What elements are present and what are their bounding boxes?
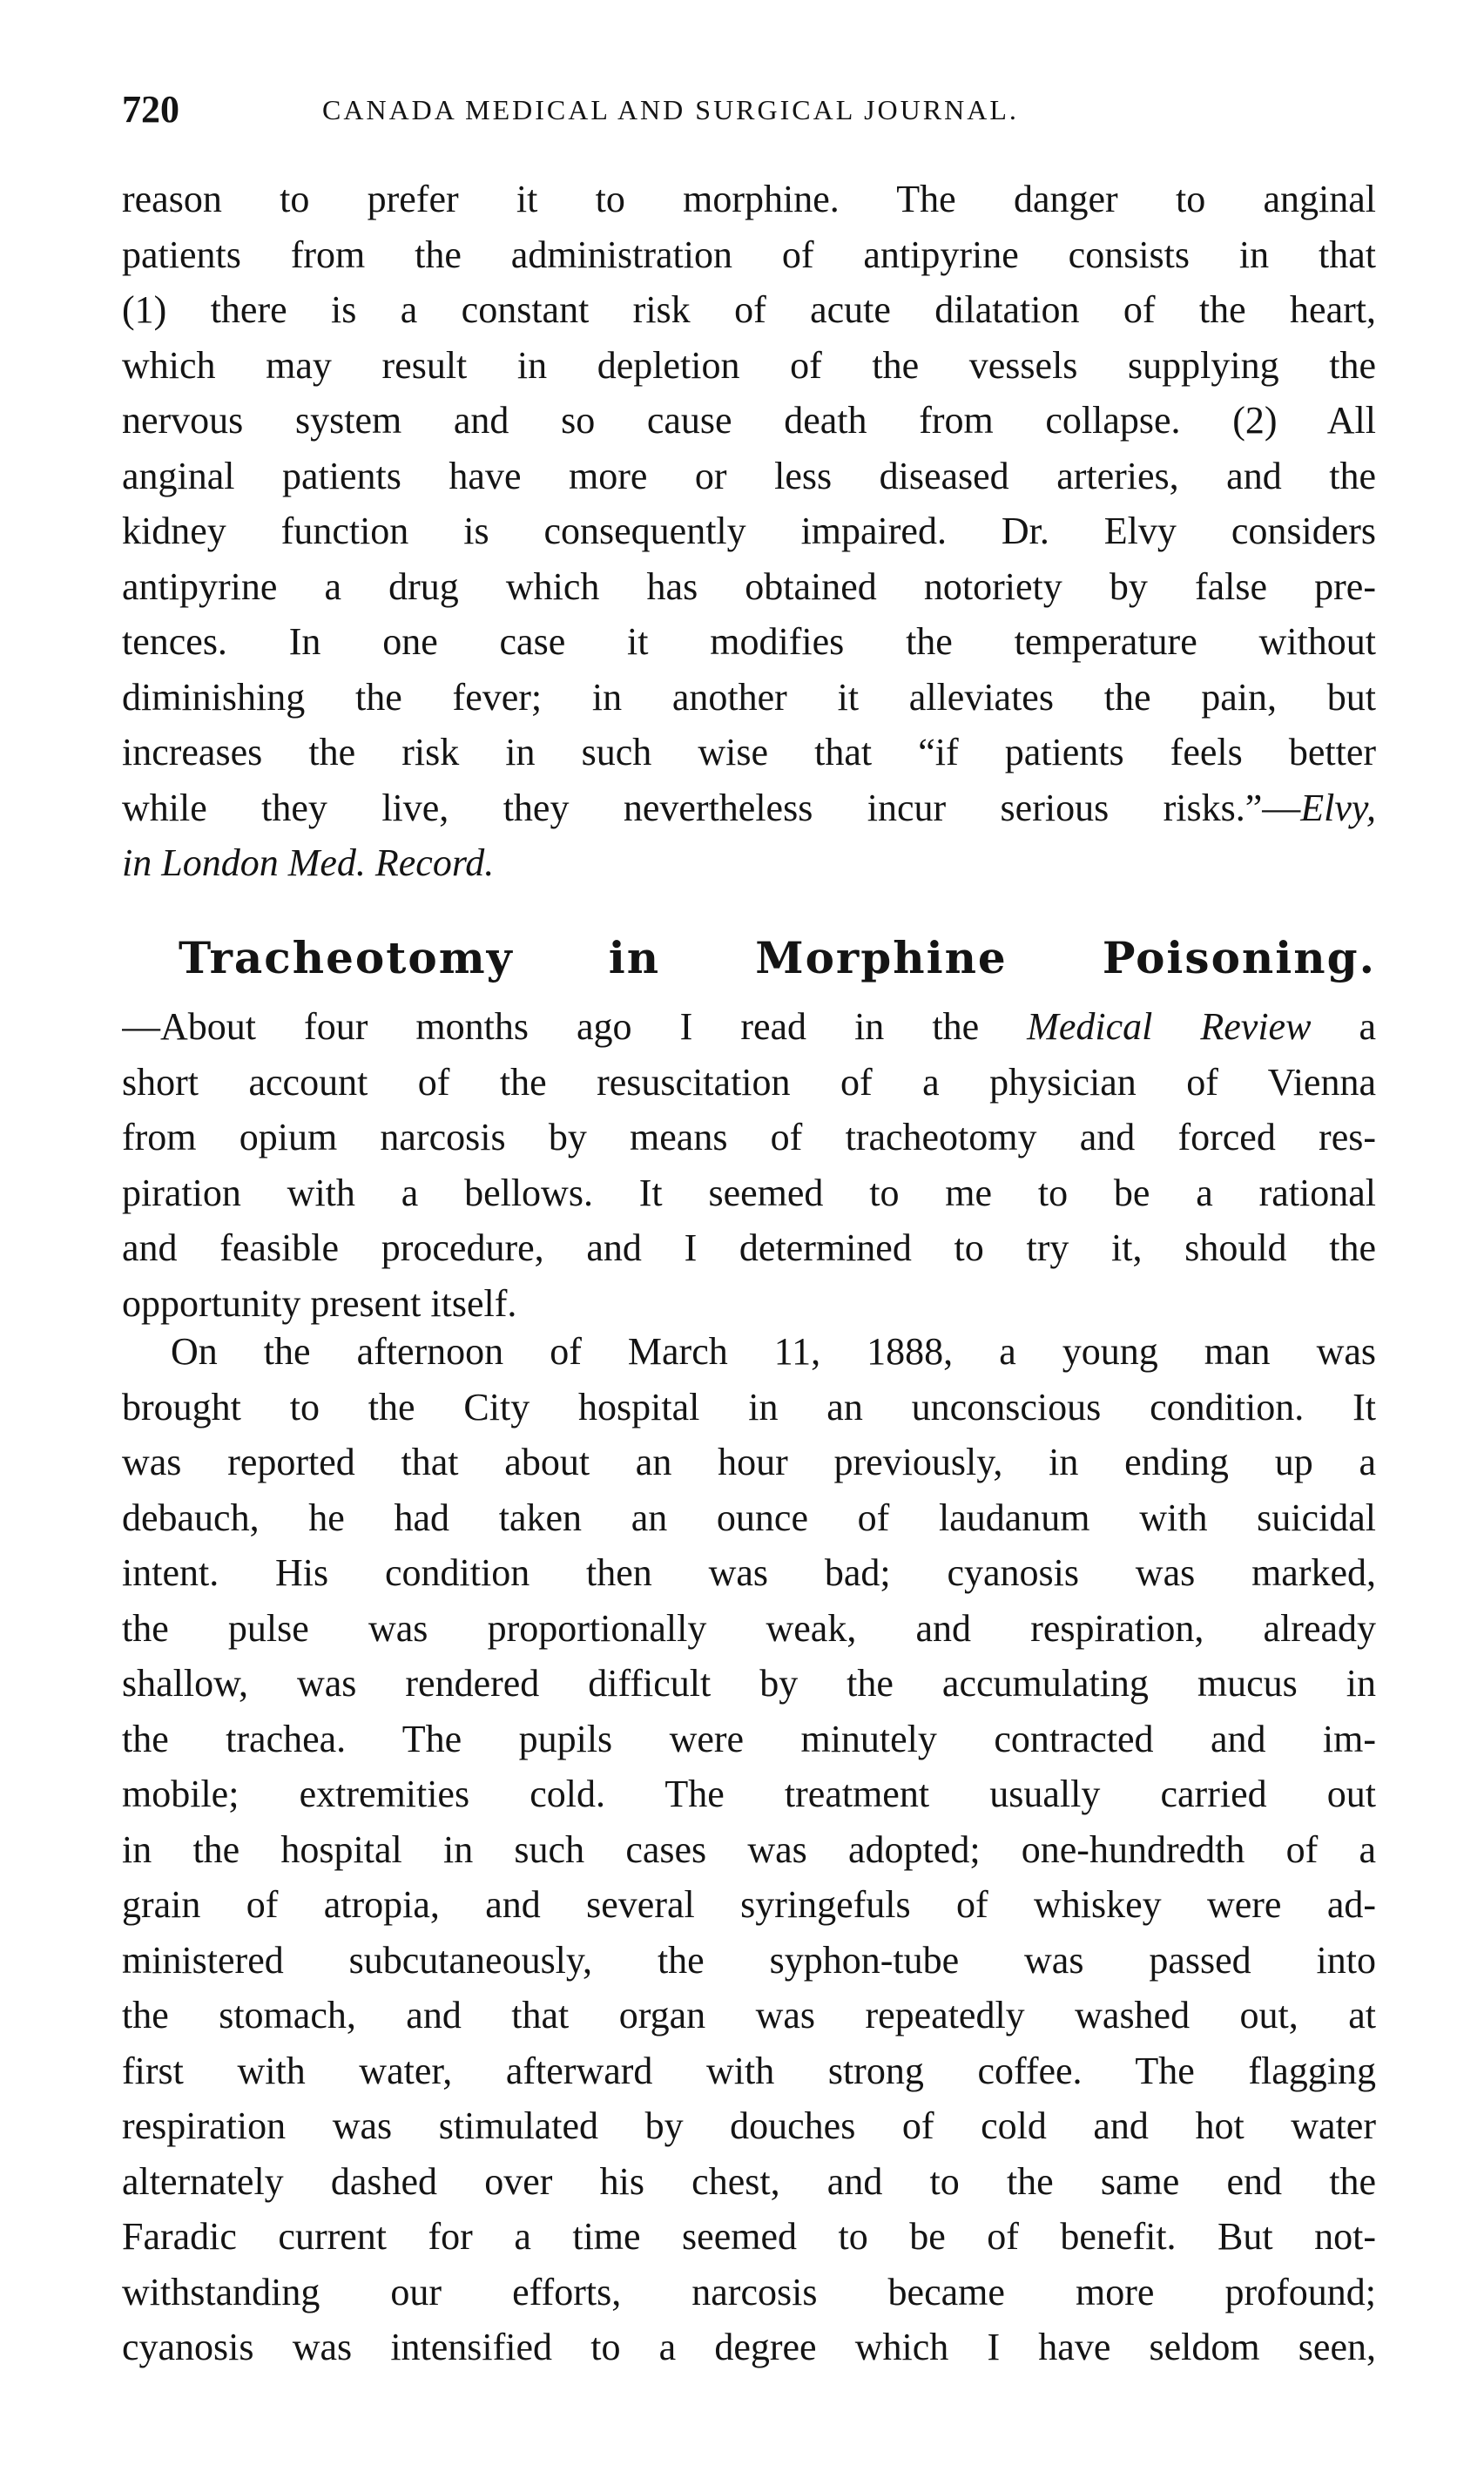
- paragraph-antipyrine: [122, 172, 1376, 891]
- text-line: short account of the resuscitation of a physician of Vienna: [122, 1060, 1376, 1104]
- text-line: the stomach, and that organ was repeatedly washed out, at: [122, 1994, 1376, 2036]
- text-line: the pulse was proportionally weak, and respiration, already: [122, 1606, 1376, 1650]
- text-line: the trachea. The pupils were minutely contracted and im-: [122, 1717, 1376, 1760]
- text-line: in the hospital in such cases was adopted; one-hundredth of a: [122, 1827, 1376, 1871]
- text-line: which may result in depletion of the vessels supplying the: [122, 343, 1376, 387]
- text-line: Faradic current for a time seemed to be of benefit. But not-: [122, 2215, 1376, 2258]
- citation-line: in London Med. Record.: [122, 841, 495, 884]
- text-line: diminishing the fever; in another it alleviates the pain, but: [122, 675, 1376, 719]
- text-line: while they live, they nevertheless incur serious risks.”—Elvy,: [122, 786, 1376, 829]
- text-line: and feasible procedure, and I determined to try it, should the: [122, 1226, 1376, 1269]
- text-line: patients from the administration of antipyrine consists in that: [122, 233, 1376, 276]
- paragraph-case-report: [122, 1324, 1376, 2375]
- text-line: tences. In one case it modifies the temperature without: [122, 620, 1376, 663]
- text-line: brought to the City hospital in an unconscious condition. It: [122, 1385, 1376, 1428]
- text-line: respiration was stimulated by douches of cold and hot water: [122, 2104, 1376, 2147]
- text-line: withstanding our efforts, narcosis became more profound;: [122, 2270, 1376, 2313]
- text-line: increases the risk in such wise that “if patients feels better: [122, 731, 1376, 773]
- text-line: mobile; extremities cold. The treatment usually carried out: [122, 1773, 1376, 1815]
- text-line: nervous system and so cause death from collapse. (2) All: [122, 399, 1376, 442]
- page-number: 720: [122, 88, 179, 131]
- text-line: debauch, he had taken an ounce of laudanum with suicidal: [122, 1496, 1376, 1539]
- text-line: opportunity present itself.: [122, 1281, 517, 1325]
- text-line: grain of atropia, and several syringefuls of whiskey were ad-: [122, 1883, 1376, 1926]
- text-line: antipyrine a drug which has obtained notoriety by false pre-: [122, 564, 1376, 608]
- text-line: —About four months ago I read in the Medical Review a: [122, 1005, 1376, 1048]
- paragraph-introduction: [122, 999, 1376, 1331]
- text-line: alternately dashed over his chest, and to the same end the: [122, 2159, 1376, 2203]
- text-line: anginal patients have more or less diseased arteries, and the: [122, 454, 1376, 497]
- text-line: (1) there is a constant risk of acute dilatation of the heart,: [122, 288, 1376, 331]
- text-line: reason to prefer it to morphine. The danger to anginal: [122, 178, 1376, 220]
- page-header: [122, 87, 1376, 139]
- text-line: On the afternoon of March 11, 1888, a young man was: [171, 1330, 1376, 1373]
- text-line: was reported that about an hour previously, in ending up a: [122, 1441, 1376, 1483]
- text-line: piration with a bellows. It seemed to me to be a rational: [122, 1171, 1376, 1214]
- text-line: shallow, was rendered difficult by the accumulating mucus in: [122, 1662, 1376, 1705]
- section-heading: Tracheotomy in Morphine Poisoning.: [179, 932, 1376, 983]
- text-line: kidney function is consequently impaired. Dr. Elvy considers: [122, 510, 1376, 552]
- running-head: CANADA MEDICAL AND SURGICAL JOURNAL.: [322, 94, 1019, 125]
- text-line: ministered subcutaneously, the syphon-tube was passed into: [122, 1938, 1376, 1982]
- text-line: first with water, afterward with strong coffee. The flagging: [122, 2049, 1376, 2092]
- text-line: cyanosis was intensified to a degree which I have seldom seen,: [122, 2326, 1376, 2368]
- text-line: intent. His condition then was bad; cyanosis was marked,: [122, 1551, 1376, 1594]
- text-line: from opium narcosis by means of tracheotomy and forced res-: [122, 1116, 1376, 1158]
